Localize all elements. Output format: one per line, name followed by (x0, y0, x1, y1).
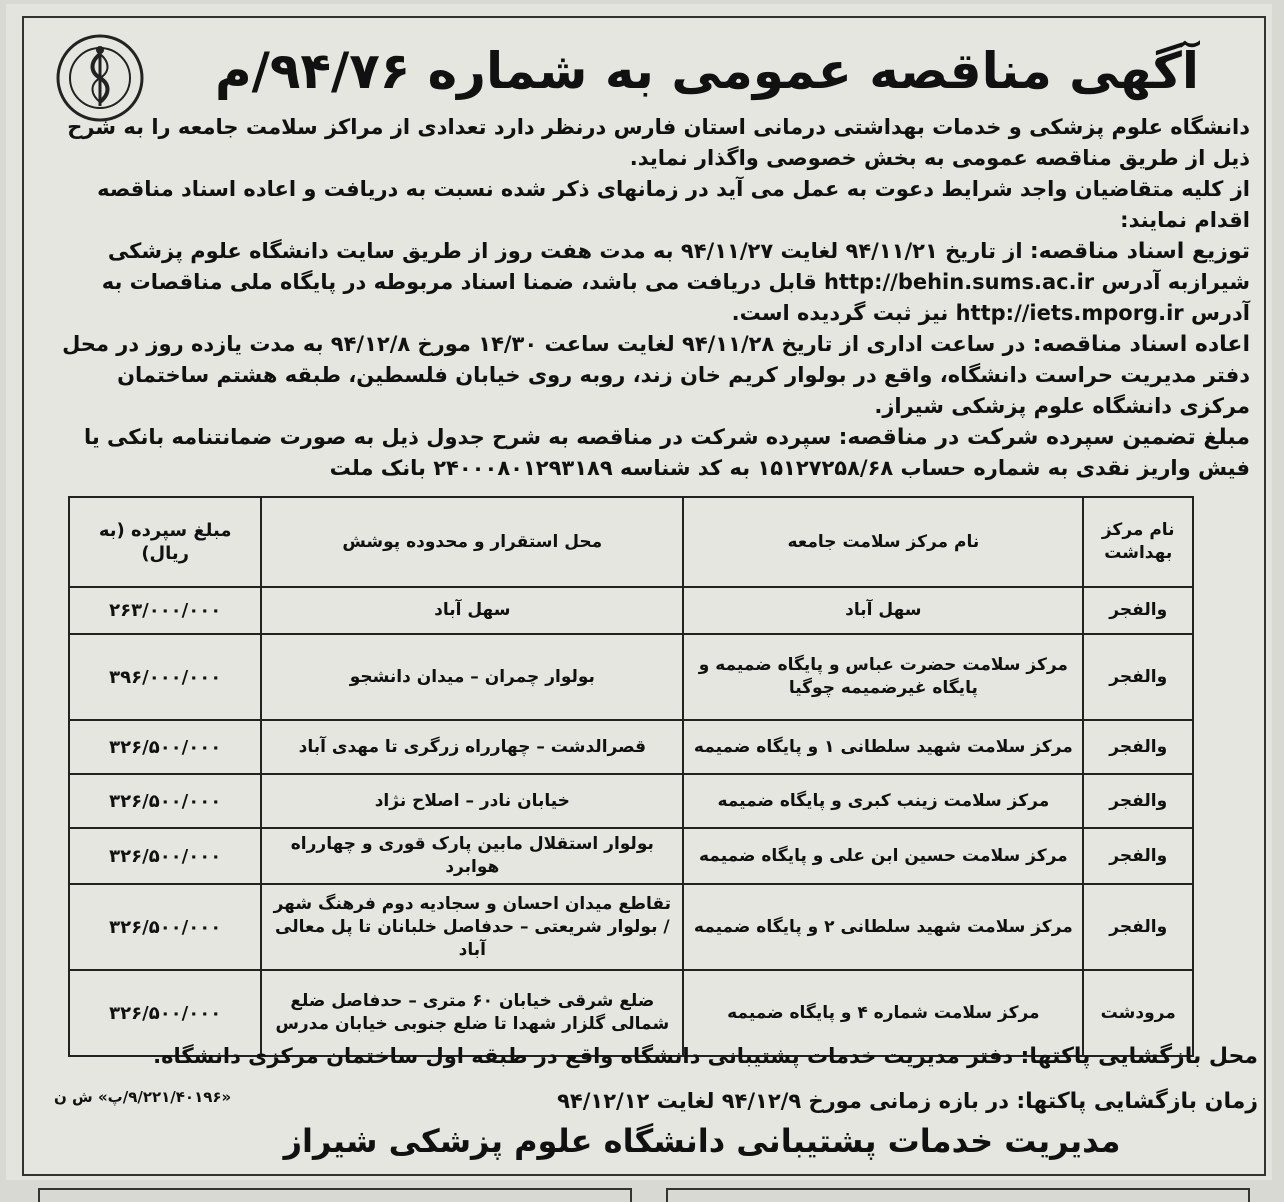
distribution-text-3: نیز ثبت گردیده است. (731, 301, 956, 325)
header-deposit: مبلغ سپرده (به ریال) (69, 497, 261, 587)
next-ads-edge (38, 1188, 1258, 1200)
ad-body (50, 112, 1250, 484)
iets-link[interactable]: http://iets.mporg.ir (955, 301, 1184, 325)
distribution-paragraph (50, 236, 1250, 329)
deposit-text: سپرده شرکت در مناقصه به شرح جدول ذیل به صورت ضمانتنامه بانکی یا فیش واریز نقدی به شماره حساب ۱۵۱۲۷۲۵۸/۶۸ به کد شناسه ۲۴۰۰۰۸۰۱۲۹۳۱۸۹ بانک ملت (83, 425, 1250, 480)
cell-deposit: ۳۲۶/۵۰۰/۰۰۰ (69, 828, 261, 884)
cell-deposit: ۳۲۶/۵۰۰/۰۰۰ (69, 720, 261, 774)
cell-deposit: ۳۹۶/۰۰۰/۰۰۰ (69, 634, 261, 720)
cell-health-center: والفجر (1083, 720, 1193, 774)
distribution-text-1: از تاریخ ۹۴/۱۱/۲۱ لغایت ۹۴/۱۱/۲۷ به مدت هفت روز از طریق سایت دانشگاه علوم پزشکی شیرازبه آدرس (107, 239, 1250, 294)
opening-time-label: زمان بازگشایی پاکتها: (1016, 1089, 1258, 1114)
distribution-label: توزیع اسناد مناقصه: (1029, 239, 1250, 264)
cell-health-center: والفجر (1083, 774, 1193, 828)
cell-deposit: ۳۲۶/۵۰۰/۰۰۰ (69, 970, 261, 1056)
intro-paragraph: دانشگاه علوم پزشکی و خدمات بهداشتی درمانی استان فارس درنظر دارد تعدادی از مراکز سلامت جامعه را به شرح ذیل از طریق مناقصه عمومی به بخش خصوصی واگذار نماید. (67, 115, 1250, 170)
cell-health-center: والفجر (1083, 634, 1193, 720)
cell-community-center: مرکز سلامت زینب کبری و پایگاه ضمیمه (683, 774, 1083, 828)
cell-community-center: مرکز سلامت حضرت عباس و پایگاه ضمیمه و پایگاه غیرضمیمه چوگیا (683, 634, 1083, 720)
table-row (69, 587, 1193, 634)
cell-location: قصرالدشت – چهارراه زرگری تا مهدی آباد (261, 720, 683, 774)
table-row (69, 720, 1193, 774)
next-ad-box-left (38, 1188, 632, 1202)
table-row (69, 774, 1193, 828)
opening-place-text: دفتر مدیریت خدمات پشتیبانی دانشگاه واقع در طبقه اول ساختمان مرکزی دانشگاه. (153, 1044, 1021, 1068)
distribution-text-2: قابل دریافت می باشد، ضمنا اسناد مربوطه در پایگاه ملی مناقصات به آدرس (101, 270, 1250, 325)
opening-info (32, 1034, 1258, 1124)
cell-community-center: مرکز سلامت شماره ۴ و پایگاه ضمیمه (683, 970, 1083, 1056)
deposit-paragraph (50, 422, 1250, 484)
cell-location: سهل آباد (261, 587, 683, 634)
return-label: اعاده اسناد مناقصه: (1032, 332, 1250, 357)
cell-community-center: مرکز سلامت شهید سلطانی ۲ و پایگاه ضمیمه (683, 884, 1083, 970)
header-location: محل استقرار و محدوده پوشش (261, 497, 683, 587)
header-health-center: نام مرکز بهداشت (1083, 497, 1193, 587)
deposit-label: مبلغ تضمین سپرده شرکت در مناقصه: (838, 425, 1250, 450)
cell-deposit: ۳۲۶/۵۰۰/۰۰۰ (69, 884, 261, 970)
table-row (69, 828, 1193, 884)
cell-deposit: ۳۲۶/۵۰۰/۰۰۰ (69, 774, 261, 828)
cell-health-center: والفجر (1083, 828, 1193, 884)
cell-community-center: سهل آباد (683, 587, 1083, 634)
cell-community-center: مرکز سلامت شهید سلطانی ۱ و پایگاه ضمیمه (683, 720, 1083, 774)
ad-title: آگهی مناقصه عمومی به شماره ۹۴/۷۶/م (214, 42, 1199, 100)
cell-health-center: والفجر (1083, 884, 1193, 970)
header-community-center: نام مرکز سلامت جامعه (683, 497, 1083, 587)
cell-location: بولوار استقلال مابین پارک قوری و چهارراه هوابرد (261, 828, 683, 884)
next-ad-box-right (666, 1188, 1250, 1202)
cell-location: تقاطع میدان احسان و سجادیه دوم فرهنگ شهر / بولوار شریعتی – حدفاصل خلبانان تا پل معالی آباد (261, 884, 683, 970)
opening-time-text: در بازه زمانی مورخ ۹۴/۱۲/۹ لغایت ۹۴/۱۲/۱۲ (557, 1089, 1017, 1113)
cell-deposit: ۲۶۳/۰۰۰/۰۰۰ (69, 587, 261, 634)
cell-community-center: مرکز سلامت حسین ابن علی و پایگاه ضمیمه (683, 828, 1083, 884)
centers-table (68, 496, 1194, 1057)
cell-location: ضلع شرقی خیابان ۶۰ متری – حدفاصل ضلع شمالی گلزار شهدا تا ضلع جنوبی خیابان مدرس (261, 970, 683, 1056)
opening-place-label: محل بازگشایی پاکتها: (1020, 1044, 1258, 1069)
cell-health-center: والفجر (1083, 587, 1193, 634)
opening-place-line (32, 1034, 1258, 1079)
university-emblem-icon (54, 32, 146, 124)
table-row (69, 884, 1193, 970)
newspaper-page (6, 4, 1272, 1180)
invitation-paragraph: از کلیه متقاضیان واجد شرایط دعوت به عمل می آید در زمانهای ذکر شده نسبت به دریافت و اعاده اسناد مناقصه اقدام نمایند: (97, 177, 1250, 232)
cell-location: خیابان نادر – اصلاح نژاد (261, 774, 683, 828)
cell-health-center: مرودشت (1083, 970, 1193, 1056)
signature-line: مدیریت خدمات پشتیبانی دانشگاه علوم پزشکی شیراز (283, 1122, 1121, 1160)
reference-code: «۹/۲۲۱/۴۰۱۹۶/پ» ش ن (54, 1088, 232, 1106)
return-paragraph (50, 329, 1250, 422)
table-header-row (69, 497, 1193, 587)
return-text: در ساعت اداری از تاریخ ۹۴/۱۱/۲۸ لغایت ساعت ۱۴/۳۰ مورخ ۹۴/۱۲/۸ به مدت یازده روز در محل دفتر مدیریت حراست دانشگاه، واقع در بولوار کریم خان زند، روبه روی خیابان فلسطین، طبقه هشتم ساختمان مرکزی دانشگاه علوم پزشکی شیراز. (62, 332, 1250, 418)
table-row (69, 634, 1193, 720)
cell-location: بولوار چمران – میدان دانشجو (261, 634, 683, 720)
behin-link[interactable]: http://behin.sums.ac.ir (824, 270, 1095, 294)
